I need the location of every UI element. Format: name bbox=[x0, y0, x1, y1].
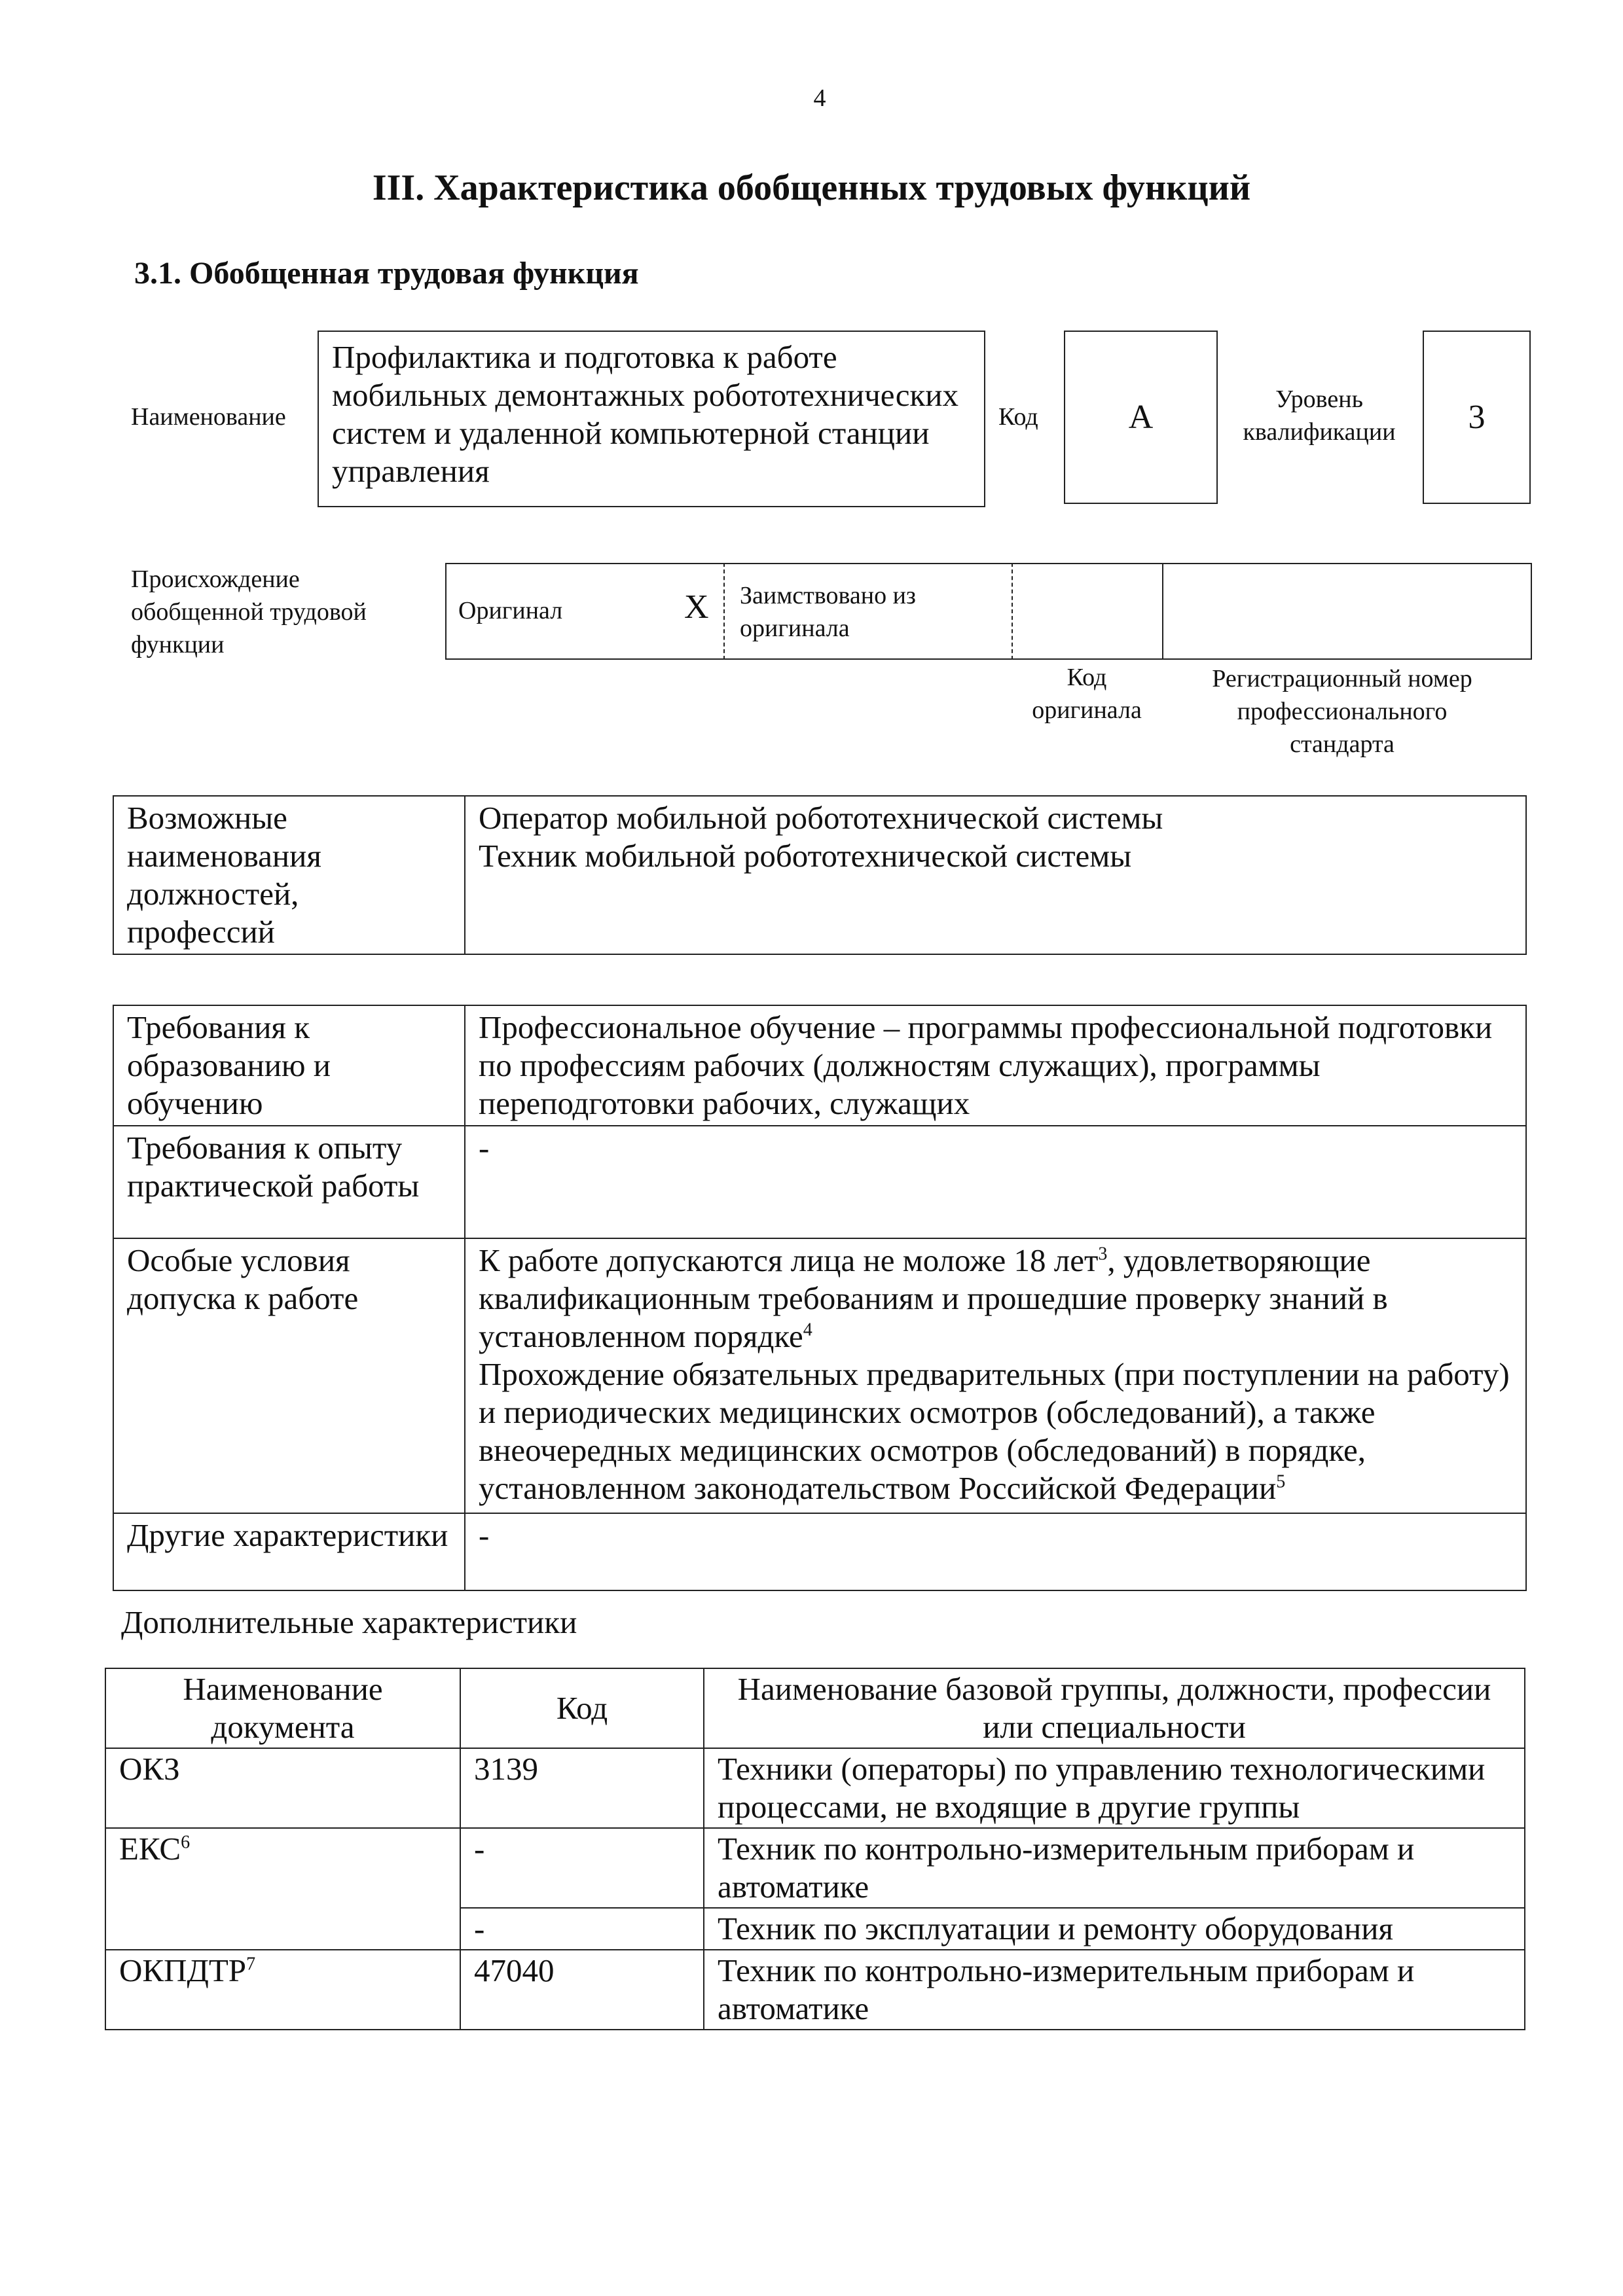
okz-name: Техники (операторы) по управлению технологическими процессами, не входящие в другие группы bbox=[704, 1748, 1525, 1828]
table-row bbox=[105, 1950, 1525, 2030]
special-value bbox=[465, 1238, 1526, 1513]
eks-doc bbox=[105, 1828, 460, 1950]
code-value-box bbox=[1064, 331, 1218, 504]
okpdtr-doc bbox=[105, 1950, 460, 2030]
additional-table bbox=[105, 1668, 1525, 2030]
origin-label: Происхождение обобщенной трудовой функции bbox=[131, 565, 367, 658]
function-name-value: Профилактика и подготовка к работе мобильных демонтажных робототехнических систем и удаленной компьютерной станции управления bbox=[332, 339, 959, 489]
page-number: 4 bbox=[813, 84, 826, 112]
eks1-name: Техник по контрольно-измерительным приборам и автоматике bbox=[704, 1828, 1525, 1908]
reg-number-caption: Регистрационный номер профессионального стандарта bbox=[1212, 665, 1472, 758]
position-item: Техник мобильной робототехнической системы bbox=[479, 838, 1132, 874]
eks2-name: Техник по эксплуатации и ремонту оборудования bbox=[704, 1908, 1525, 1950]
footnote-ref-4: 4 bbox=[803, 1319, 812, 1340]
code-original-caption: Код оригинала bbox=[1032, 664, 1142, 724]
experience-value: - bbox=[465, 1126, 1526, 1238]
origin-divider-2 bbox=[1012, 563, 1013, 660]
position-item: Оператор мобильной робототехнической системы bbox=[479, 800, 1163, 836]
level-label: Уровень квалификации bbox=[1243, 386, 1396, 446]
positions-label: Возможные наименования должностей, профессий bbox=[113, 796, 465, 954]
footnote-ref-7: 7 bbox=[246, 1954, 256, 1975]
special-paragraph-1 bbox=[479, 1242, 1512, 1355]
original-mark: X bbox=[684, 588, 709, 626]
education-value: Профессиональное обучение – программы профессиональной подготовки по профессиям рабочих (должностям служащих), программы переподготовки рабочих, служащих bbox=[465, 1005, 1526, 1126]
header-code: Код bbox=[460, 1668, 704, 1748]
special-p1-text-b: , удовлетворяющие квалификационным требованиям и прошедшие проверку знаний в установленном порядке bbox=[479, 1242, 1388, 1354]
positions-row bbox=[113, 796, 1526, 954]
okpdtr-code: 47040 bbox=[460, 1950, 704, 2030]
okpdtr-name: Техник по контрольно-измерительным приборам и автоматике bbox=[704, 1950, 1525, 2030]
footnote-ref-5: 5 bbox=[1276, 1471, 1286, 1492]
additional-title: Дополнительные характеристики bbox=[121, 1604, 577, 1640]
experience-label: Требования к опыту практической работы bbox=[113, 1126, 465, 1238]
borrowed-label: Заимствовано из оригинала bbox=[740, 582, 916, 642]
other-label: Другие характеристики bbox=[113, 1513, 465, 1590]
footnote-ref-6: 6 bbox=[181, 1832, 191, 1853]
experience-row bbox=[113, 1126, 1526, 1238]
level-value: 3 bbox=[1468, 399, 1486, 436]
eks-doc-text: ЕКС bbox=[119, 1831, 181, 1867]
special-label: Особые условия допуска к работе bbox=[113, 1238, 465, 1513]
footnote-ref-3: 3 bbox=[1098, 1244, 1108, 1265]
header-doc: Наименование документа bbox=[105, 1668, 460, 1748]
education-label: Требования к образованию и обучению bbox=[113, 1005, 465, 1126]
name-label: Наименование bbox=[131, 403, 286, 431]
special-paragraph-2 bbox=[479, 1355, 1512, 1507]
okz-code: 3139 bbox=[460, 1748, 704, 1828]
eks2-code: - bbox=[460, 1908, 704, 1950]
code-label: Код bbox=[998, 403, 1038, 431]
education-row bbox=[113, 1005, 1526, 1126]
special-row bbox=[113, 1238, 1526, 1513]
okz-doc: ОКЗ bbox=[105, 1748, 460, 1828]
other-row bbox=[113, 1513, 1526, 1590]
table-row bbox=[105, 1828, 1525, 1908]
additional-header-row bbox=[105, 1668, 1525, 1748]
code-value: А bbox=[1128, 399, 1154, 436]
origin-divider-3 bbox=[1162, 563, 1163, 660]
function-name-box bbox=[318, 331, 985, 507]
positions-table bbox=[113, 795, 1527, 955]
subsection-title: 3.1. Обобщенная трудовая функция bbox=[134, 256, 639, 291]
special-p2-text: Прохождение обязательных предварительных (при поступлении на работу) и периодических медицинских осмотров (обследований), а также внеочередных медицинских осмотров (обследований) в порядке, установленном законодательством Российской Федерации bbox=[479, 1356, 1510, 1506]
origin-divider-1 bbox=[723, 563, 725, 660]
header-name: Наименование базовой группы, должности, профессии или специальности bbox=[704, 1668, 1525, 1748]
original-label: Оригинал bbox=[458, 597, 563, 624]
other-value: - bbox=[465, 1513, 1526, 1590]
table-row bbox=[105, 1748, 1525, 1828]
level-value-box bbox=[1423, 331, 1531, 504]
positions-values bbox=[465, 796, 1526, 954]
special-p1-text-a: К работе допускаются лица не моложе 18 лет bbox=[479, 1242, 1099, 1278]
section-title: III. Характеристика обобщенных трудовых функций bbox=[372, 168, 1251, 208]
requirements-table bbox=[113, 1005, 1527, 1591]
okpdtr-doc-text: ОКПДТР bbox=[119, 1952, 247, 1988]
eks1-code: - bbox=[460, 1828, 704, 1908]
